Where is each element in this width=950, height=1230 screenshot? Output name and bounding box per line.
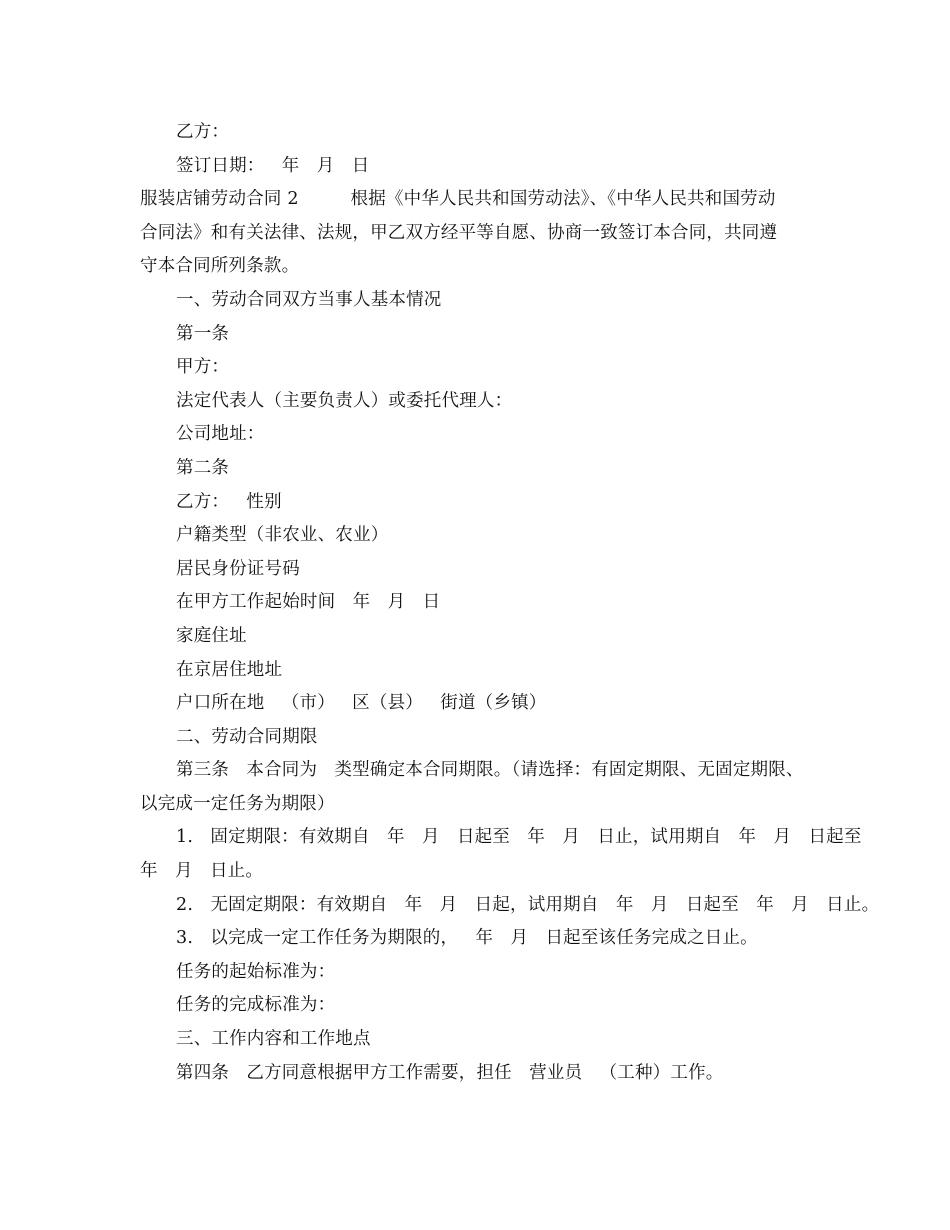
article-2-label: 第二条 [176,457,230,478]
contract-intro-line-1: 服装店铺劳动合同 2 根据《中华人民共和国劳动法》、《中华人民共和国劳动 [140,189,776,210]
start-date-field: 在甲方工作起始时间 年 月 日 [176,592,441,613]
task-term-line: 3. 以完成一定工作任务为期限的， 年 月 日起至该任务完成之日止。 [176,928,758,949]
article-3-line-1: 第三条 本合同为 类型确定本合同期限。（请选择：有固定期限、无固定期限、 [176,760,804,781]
article-1-label: 第一条 [176,323,230,344]
home-address-field: 家庭住址 [176,625,247,646]
contract-body [140,116,880,1090]
party-b-gender-field: 乙方： 性别 [176,491,282,512]
contract-intro-line-3: 守本合同所列条款。 [140,256,300,277]
contract-intro-line-2: 合同法》和有关法律、法规，甲乙双方经平等自愿、协商一致签订本合同，共同遵 [140,222,778,243]
task-start-standard: 任务的起始标准为： [176,961,336,982]
task-completion-standard: 任务的完成标准为： [176,995,336,1016]
fixed-term-line-2: 年 月 日止。 [140,861,264,882]
legal-representative-field: 法定代表人（主要负责人）或委托代理人： [176,390,513,411]
beijing-address-field: 在京居住地址 [176,659,283,680]
section-2-heading: 二、劳动合同期限 [176,726,318,747]
company-address-field: 公司地址： [176,424,265,445]
signing-date: 签订日期： 年 月 日 [176,155,370,176]
registered-residence-field: 户口所在地 （市） 区（县） 街道（乡镇） [176,693,547,714]
party-a-label: 甲方： [176,357,230,378]
article-4-line: 第四条 乙方同意根据甲方工作需要，担任 营业员 （工种）工作。 [176,1062,724,1083]
id-number-field: 居民身份证号码 [176,558,300,579]
article-3-line-2: 以完成一定任务为期限） [140,793,335,814]
fixed-term-line-1: 1. 固定期限：有效期自 年 月 日起至 年 月 日止，试用期自 年 月 日起至 [176,827,862,848]
section-3-heading: 三、工作内容和工作地点 [176,1029,371,1050]
open-term-line: 2. 无固定期限：有效期自 年 月 日起，试用期自 年 月 日起至 年 月 日止。 [176,894,880,915]
section-1-heading: 一、劳动合同双方当事人基本情况 [176,289,442,310]
household-type-field: 户籍类型（非农业、农业） [176,525,389,546]
party-b-label: 乙方： [176,122,230,142]
